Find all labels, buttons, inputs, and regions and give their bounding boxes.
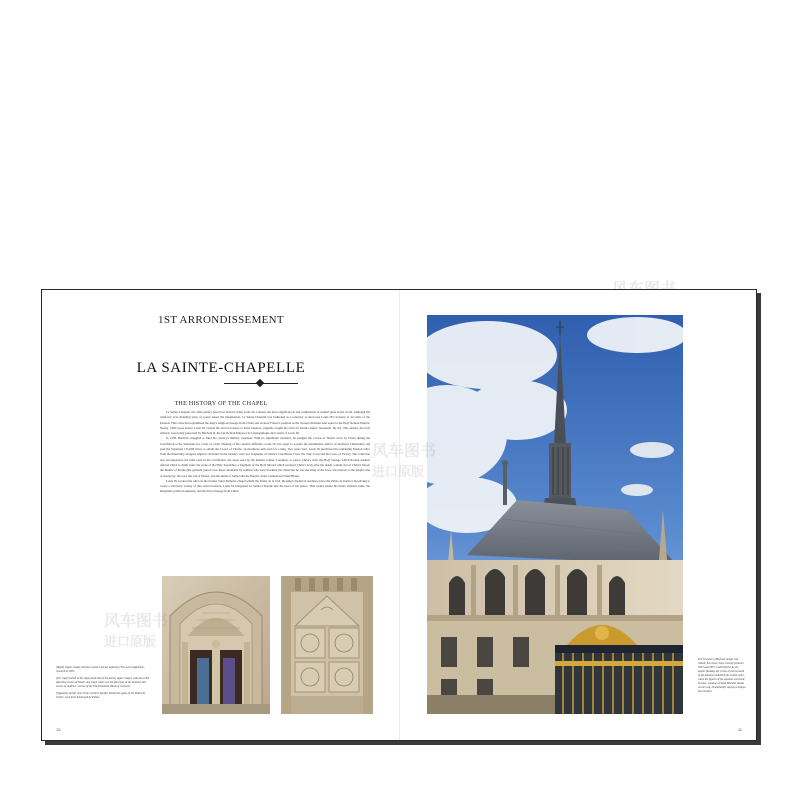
page-number-right: 11 — [737, 727, 742, 732]
left-captions — [56, 666, 150, 703]
bas-relief-photo-image — [281, 576, 373, 714]
body-paragraph: In 1238, Baldwin struggled to fund his country's military expenses. With no significant treasures, he pledged the Crown of Thorns worn by Christ during the Crucifixion to the Venetians for a line of credit. Hearing of his cousin's difficulty, Louis IX was eager to acquire the penultimate artifact of medieval Christianity and paid the Venetians 135,000 livres to obtain the Crown of Thorns, an enormous sum even for a king. Two years later, Louis IX purchased the remaining Passion relics from the financially strapped emperor. Included in the treasury were two fragments of Christ's Crucifixion Cross: the True Cross and the Cross of Victory. The collection also encompassed: the nails used in the Crucifixion, the spear used by the Roman soldier, Longinus, to pierce Christ's side; the Holy Sponge which Roman soldiers offered Christ to drink from; the stone of the Holy Sepulchre; a fragment of the Holy Shroud which wrapped Christ's body after his death; a small vial of Christ's blood; the Mantle of Purple (the garment placed over Jesus' shoulders by soldiers who were mocking his claim that he was the King of the Jews, also known as the purple robe of mockery); the reed, the rod of Moses; and the skulls of Saint John the Baptist, Saint Clement and Saint Blaise. — [160, 436, 370, 478]
body-text — [160, 410, 370, 555]
watermark-line-1: 风车图书 — [104, 611, 169, 630]
section-heading: 1ST ARRONDISSEMENT — [158, 314, 284, 326]
watermark-line-2: 进口原版 — [372, 465, 425, 480]
page-number-left: 10 — [56, 727, 61, 732]
body-paragraph: Louis IX secured the relics in the modest Saint-Nicholas chapel within the Palais de la Cité, the king's medieval residence (now the Palais de Justice). Resolving to create a sanctuary worthy of this sacred treasure, Louis IX integrated La Sainte-Chapelle into the heart of his palace. This would ensure his future dynastic fame, the kingdom's political authority, and his direct lineage from Christ. — [160, 478, 370, 494]
title-rule-ornament — [256, 379, 264, 387]
watermark-line-1: 风车图书 — [372, 441, 437, 460]
sainte-chapelle-photo — [427, 315, 683, 714]
book-spread — [41, 289, 757, 741]
page-title: LA SAINTE-CHAPELLE — [136, 360, 306, 376]
caption: [Opposite] Aerial view of the northern facade, behind the gates of the Palais de Justice, seen from boulevard du Palais. — [56, 692, 146, 699]
sainte-chapelle-photo-image — [427, 315, 683, 714]
bas-relief-photo — [281, 576, 373, 714]
right-caption: The 33-metre (108-foot) steeple was rebuilt, five times, most recently between 1853 and 1855. Called flèche de vis, angels flanking the crown of thorns mark of the Passion embellish the Gothic spire, while the figures of the apostles surround its base. A statue of Saint Michael stands on the roof, triumphantly slaying a dragon (not visible). — [698, 658, 746, 693]
caption: [Far right] Detail of the right-hand side of the portal, upper chapel, with bas-relief depicting scenes of Noah's Ark (top), where are the fish (and, at the bottom) and scenes of 'Andrew', scenes of the Old Testament (Book of Genesis). — [56, 677, 150, 688]
body-paragraph: La Sainte-Chapelle, the 13th-century jewel box built by King Louis IX, features the most significant in situ compilation of stained glass in the world. Although the windows' ever-changing array of colour seizes the imagination, La Sainte-Chapelle was fashioned as a reliquary to showcase Louis IX's treasury of 22 relics of the Passion. This collection legitimised the king's religious lineage from Christ and secured France's position as the chosen Christian land equal to the Holy Roman Empire. Nearly 1,000 years before Louis IX carried the sacred treasure to Paris barefoot, pilgrims sought the relics in fourth-century Jerusalem. By the 13th century, the holy artifacts were being preserved by Baldwin II, the last Roman Emperor in Constantinople and cousin of Louis IX. — [160, 410, 370, 436]
portal-photo-image — [162, 576, 270, 714]
caption: [Right] Upper chapel entrance western portal, depicting 'The Last Judgement', restored in 1855. — [56, 666, 145, 673]
portal-photo — [162, 576, 270, 714]
watermark-low — [104, 608, 168, 650]
watermark-line-2: 进口原版 — [104, 635, 157, 650]
gutter — [399, 290, 400, 740]
subheading: THE HISTORY OF THE CHAPEL — [174, 401, 268, 407]
